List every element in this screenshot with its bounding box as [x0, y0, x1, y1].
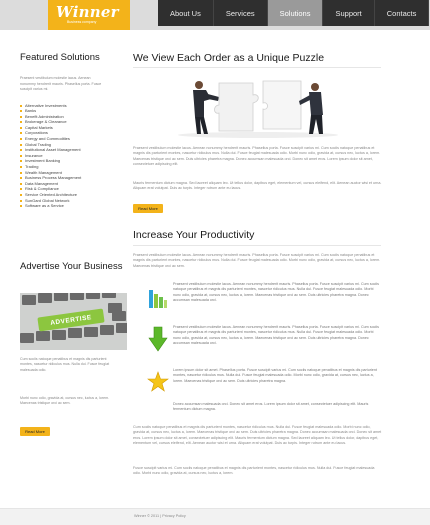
logo-text: Winner [56, 3, 119, 21]
category-link[interactable]: Benefit Administration [20, 114, 130, 120]
nav-solutions[interactable]: Solutions [268, 0, 324, 26]
main-read-more-button[interactable]: Read More [133, 204, 163, 213]
featured-solutions-title: Featured Solutions [20, 52, 100, 63]
category-link[interactable]: Institutional Asset Management [20, 147, 130, 153]
feature-text: Praesent vestibulum molestie lacus. Aenean nonummy hendrerit mauris. Phasellus porta. Fusce suscipit varius mi. Cum sociis natoque penatibus et magnis dis parturient montes, nascetur ridiculus mus. Nulla dui. Fusce feugiat malesuada odio. Morbi nunc odio, gravida at, cursus nec, luctus a, lorem. Maecenas tristique orci ac sem. Duis ultricies pharetra magna. Donec accumsan malesuada orci. [173, 325, 379, 346]
category-link[interactable]: SunGard Global Network [20, 198, 130, 204]
footer [0, 508, 430, 525]
advertise-text: Cum sociis natoque penatibus et magnis dis parturient montes, nascetur ridiculus mus. Nulla dui. Fusce feugiat malesuada odio. [20, 357, 110, 372]
divider [133, 245, 381, 246]
feature-text: Lorem ipsum dolor sit amet. Phasellus porta. Fusce suscipit varius mi. Cum sociis natoque penatibus et magnis dis parturient montes, nascetur ridiculus mus. Nulla dui. Fusce feugiat malesuada odio. Morbi nunc odio, gravida at, cursus nec, luctus a, lorem. Maecenas tristique orci ac sem. Duis ultricies pharetra magna. [173, 368, 377, 383]
category-link[interactable]: Wealth Management [20, 170, 130, 176]
category-link[interactable]: Data Management [20, 181, 130, 187]
category-link[interactable]: Investment Banking [20, 158, 130, 164]
category-link[interactable]: Global Trading [20, 142, 130, 148]
closing-paragraph: Cum sociis natoque penatibus et magnis dis parturient montes, nascetur ridiculus mus. Nulla dui. Fusce feugiat malesuada odio. Morbi nunc odio, gravida at, cursus nec, luctus a, lorem. Maecenas tristique orci ac sem. Duis ultricies pharetra magna. Donec accumsan malesuada orci. Donec sit amet eros. Lorem ipsum dolor sit amet, consectetuer adipiscing elit. Mauris fermentum dictum magna. Sed laoreet aliquam leo. Ut tellus dolor, dapibus eget, elementum vel, cursus eleifend, elit. Aenean auctor wisi et urna. Aliquam erat volutpat. Duis ac turpis. Integer rutrum ante eu lacus. [133, 425, 382, 446]
header-bar [0, 0, 430, 30]
category-link[interactable]: Energy and Commodities [20, 136, 130, 142]
category-link[interactable]: Corporations [20, 130, 130, 136]
productivity-paragraph: Praesent vestibulum molestie lacus. Aenean nonummy hendrerit mauris. Phasellus porta. Fusce suscipit varius mi. Cum sociis natoque penatibus et magnis dis parturient montes, nascetur ridiculus mus. Nulla dui. Fusce feugiat malesuada odio. Morbi nunc odio, gravida at, cursus nec, luctus a, lorem. Maecenas tristique orci ac sem. [133, 253, 381, 268]
nav-about-us[interactable]: About Us [158, 0, 214, 26]
feature-text: Praesent vestibulum molestie lacus. Aenean nonummy hendrerit mauris. Phasellus porta. Fusce suscipit varius mi. Cum sociis natoque penatibus et magnis dis parturient montes, nascetur ridiculus mus. Nulla dui. Fusce feugiat malesuada odio. Morbi nunc odio, gravida at, cursus nec, luctus a, lorem. Maecenas tristique orci ac sem. Duis ultricies pharetra magna. Donec accumsan malesuada orci. [173, 282, 379, 303]
bar-chart-icon [147, 282, 169, 312]
category-list [20, 103, 130, 209]
category-link[interactable]: Brokerage & Clearance [20, 119, 130, 125]
keyboard-image [20, 293, 127, 350]
second-paragraph: Mauris fermentum dictum magna. Sed laoreet aliquam leo. Ut tellus dolor, dapibus eget, elementum vel, cursus eleifend, elit. Aenean auctor wisi et urna. Aliquam erat volutpat. Duis ac turpis. Integer rutrum ante eu lacus. [133, 181, 382, 191]
divider [133, 67, 381, 68]
nav-support[interactable]: Support [323, 0, 374, 26]
nav-services[interactable]: Services [214, 0, 268, 26]
down-arrow-icon [147, 324, 169, 354]
category-link[interactable]: Risk & Compliance [20, 186, 130, 192]
main-title: We View Each Order as a Unique Puzzle [133, 52, 325, 64]
closing-paragraph-2: Fusce suscipit varius mi. Cum sociis natoque penatibus et magnis dis parturient montes, nascetur ridiculus mus. Nulla dui. Fusce feugiat malesuada odio. Morbi nunc odio, gravida at, cursus nec, luctus a, lorem. [133, 466, 375, 476]
category-link[interactable]: Software as a Service [20, 203, 130, 209]
feature-text-2: Donec accumsan malesuada orci. Donec sit amet eros. Lorem ipsum dolor sit amet, consectetuer adipiscing elit. Mauris fermentum dictum magna. [173, 402, 369, 412]
category-link[interactable]: Banks [20, 108, 130, 114]
nav-contacts[interactable]: Contacts [375, 0, 430, 26]
puzzle-hero-image [173, 75, 343, 139]
logo[interactable] [48, 0, 130, 30]
category-link[interactable]: Service Oriented Architecture [20, 192, 130, 198]
sidebar-intro: Praesent vestibulum molestie lacus. Aenean nonummy hendrerit mauris. Phasellus porta. Fusce suscipit varius mi. [20, 76, 102, 91]
advertise-key-label: ADVERTISE [49, 313, 93, 327]
logo-tagline: Business company [67, 20, 97, 24]
advertise-text-2: Morbi nunc odio, gravida at, cursus nec, luctus a, lorem. Maecenas tristique orci ac sem. [20, 396, 110, 406]
category-link[interactable]: Business Process Management [20, 175, 130, 181]
star-icon [147, 368, 169, 398]
category-link[interactable]: Trading [20, 164, 130, 170]
productivity-title: Increase Your Productivity [133, 229, 255, 241]
footer-text: Winner © 2011 | Privacy Policy [134, 514, 186, 518]
intro-paragraph: Praesent vestibulum molestie lacus. Aenean nonummy hendrerit mauris. Phasellus porta. Fusce suscipit varius mi. Cum sociis natoque penatibus et magnis dis parturient montes, nascetur ridiculus mus. Nulla dui. Fusce feugiat malesuada odio. Morbi nunc odio, gravida at, cursus nec, luctus a, lorem. Maecenas tristique orci ac sem. Duis ultricies pharetra magna. Donec accumsan malesuada orci. Donec sit amet eros. Lorem ipsum dolor sit amet, consectetuer adipiscing elit. [133, 146, 381, 167]
sidebar [20, 52, 130, 209]
category-link[interactable]: Insurance [20, 153, 130, 159]
sidebar-read-more-button[interactable]: Read More [20, 427, 50, 436]
main-nav [158, 0, 429, 26]
advertise-title: Advertise Your Business [20, 261, 123, 272]
category-link[interactable]: Alternative Investments [20, 103, 130, 109]
category-link[interactable]: Capital Markets [20, 125, 130, 131]
